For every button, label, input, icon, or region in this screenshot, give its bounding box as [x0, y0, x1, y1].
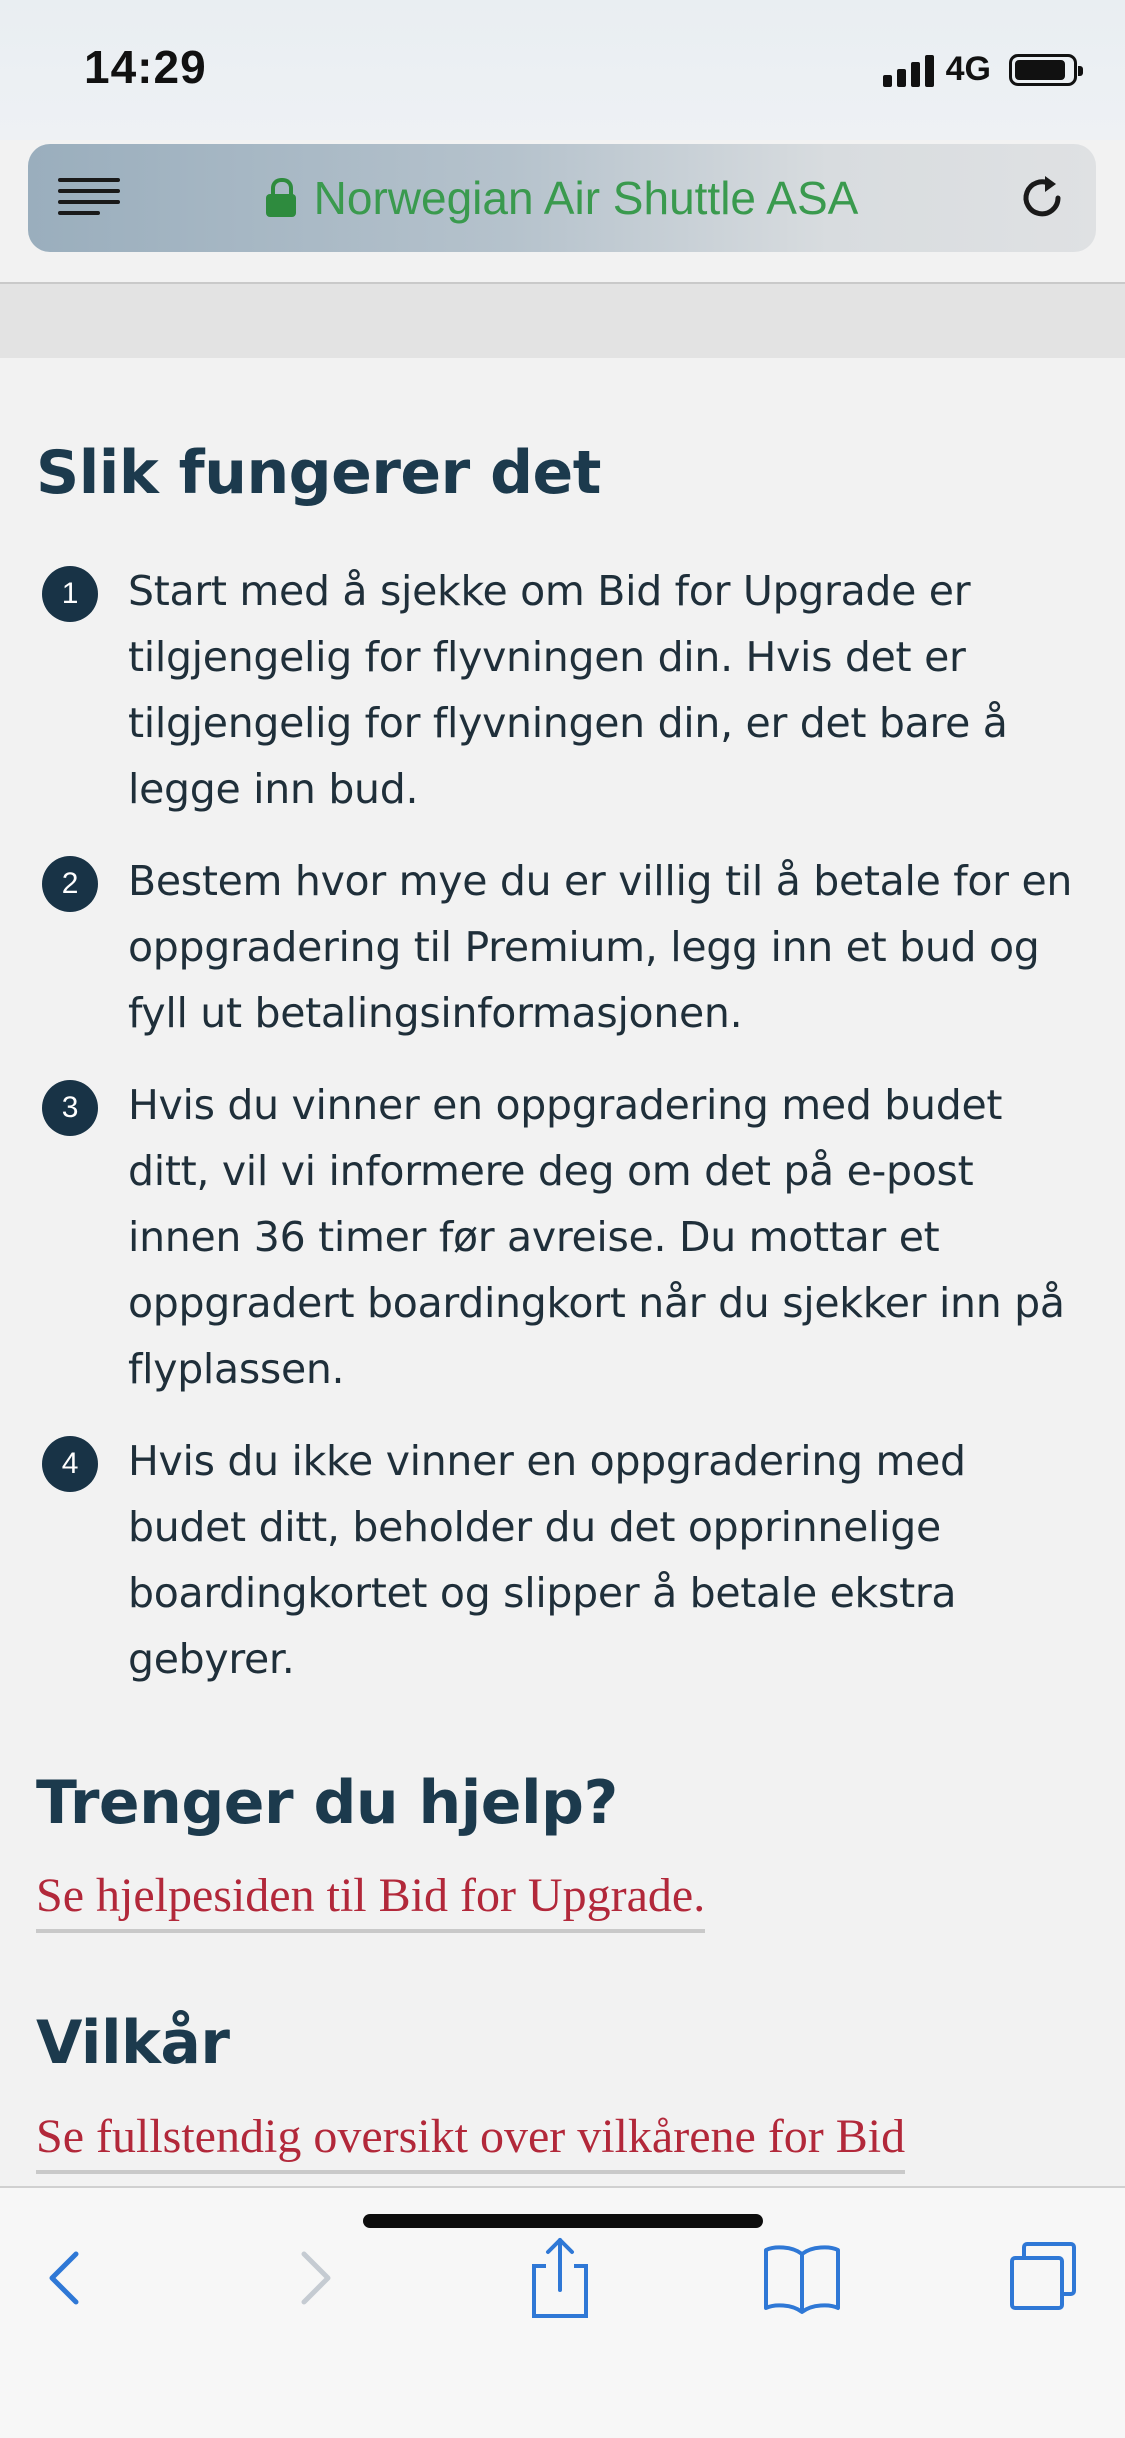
- step-item: [36, 848, 1086, 1046]
- address-url[interactable]: [28, 144, 1096, 252]
- step-number-badge: 2: [42, 856, 98, 912]
- status-indicators: [883, 50, 1077, 89]
- terms-heading: Vilkår: [36, 2008, 230, 2078]
- lock-icon: [266, 178, 296, 218]
- step-text: Hvis du vinner en oppgradering med budet ditt, vil vi informere deg om det på e-post innen 36 timer før avreise. Du mottar et oppgradert boardingkort når du sjekker inn på flyplassen.: [128, 1081, 1065, 1393]
- step-item: [36, 558, 1086, 822]
- share-icon[interactable]: [510, 2228, 610, 2328]
- steps-list: [36, 558, 1086, 1718]
- page-header-band: [0, 284, 1125, 358]
- step-number-badge: 1: [42, 566, 98, 622]
- step-item: [36, 1072, 1086, 1402]
- step-number-badge: 4: [42, 1436, 98, 1492]
- step-number-badge: 3: [42, 1080, 98, 1136]
- address-bar[interactable]: [28, 144, 1096, 252]
- bookmarks-icon[interactable]: [752, 2228, 852, 2328]
- home-indicator[interactable]: [363, 2214, 763, 2228]
- reload-icon[interactable]: [1012, 168, 1072, 228]
- help-page-link[interactable]: Se hjelpesiden til Bid for Upgrade.: [36, 1870, 705, 1933]
- forward-icon[interactable]: [266, 2228, 366, 2328]
- battery-icon: [1009, 54, 1077, 86]
- terms-link[interactable]: Se fullstendig oversikt over vilkårene for Bid: [36, 2111, 905, 2174]
- back-icon[interactable]: [14, 2228, 114, 2328]
- status-bar: [0, 0, 1125, 140]
- step-text: Bestem hvor mye du er villig til å betale for en oppgradering til Premium, legg inn et bud og fyll ut betalingsinformasjonen.: [128, 857, 1073, 1037]
- tabs-icon[interactable]: [994, 2228, 1094, 2328]
- how-it-works-heading: Slik fungerer det: [36, 438, 601, 508]
- site-name: Norwegian Air Shuttle ASA: [313, 172, 859, 224]
- step-item: [36, 1428, 1086, 1692]
- status-time: 14:29: [84, 41, 207, 93]
- step-text: Hvis du ikke vinner en oppgradering med budet ditt, beholder du det opprinnelige boardingkortet og slipper å betale ekstra gebyrer.: [128, 1437, 966, 1683]
- help-heading: Trenger du hjelp?: [36, 1768, 618, 1838]
- step-text: Start med å sjekke om Bid for Upgrade er tilgjengelig for flyvningen din. Hvis det er tilgjengelig for flyvningen din, er det bare å legge inn bud.: [128, 567, 1008, 813]
- cellular-signal-icon: [883, 53, 934, 87]
- network-type: 4G: [945, 50, 991, 88]
